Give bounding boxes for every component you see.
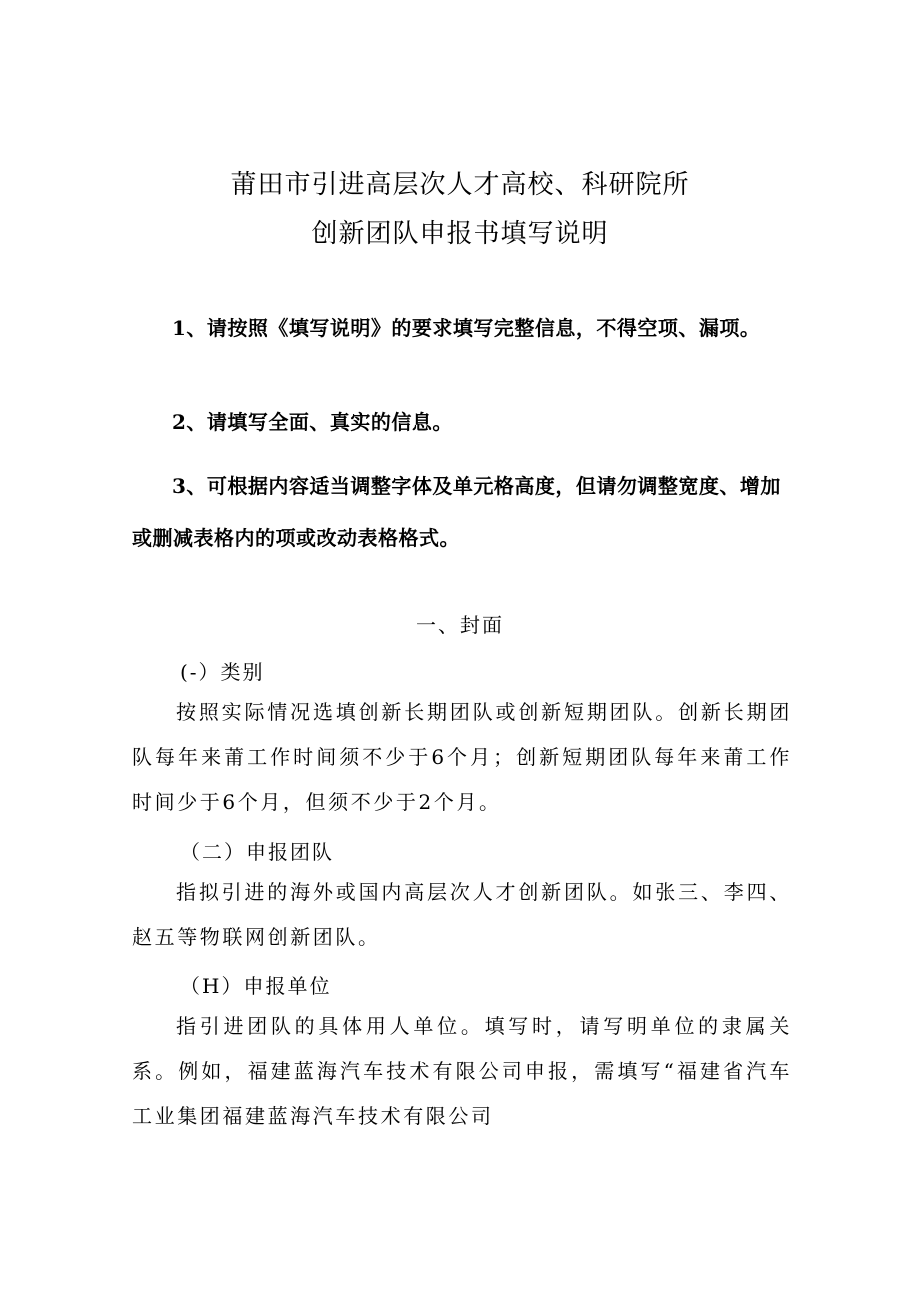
subheading-unit: （H）申报单位 bbox=[180, 974, 332, 998]
document-title-line-1: 莆田市引进高层次人才高校、科研院所 bbox=[230, 170, 690, 200]
section-heading-cover: 一、封面 bbox=[416, 613, 504, 637]
note-1: 1、请按照《填写说明》的要求填写完整信息，不得空项、漏项。 bbox=[172, 316, 761, 340]
paragraph-unit: 指引进团队的具体用人单位。填写时，请写明单位的隶属关系。例如，福建蓝海汽车技术有限公司申报，需填写“福建省汽车工业集团福建蓝海汽车技术有限公司 bbox=[132, 1014, 792, 1128]
note-3: 3、可根据内容适当调整字体及单元格高度，但请勿调整宽度、增加或删减表格内的项或改动表格格式。 bbox=[132, 474, 781, 550]
subheading-category: (-）类别 bbox=[180, 660, 265, 684]
document-title-line-2: 创新团队申报书填写说明 bbox=[311, 219, 609, 249]
note-2: 2、请填写全面、真实的信息。 bbox=[172, 410, 453, 434]
subheading-team: （二）申报团队 bbox=[180, 840, 334, 864]
paragraph-team: 指拟引进的海外或国内高层次人才创新团队。如张三、李四、赵五等物联网创新团队。 bbox=[132, 880, 792, 949]
paragraph-category: 按照实际情况选填创新长期团队或创新短期团队。创新长期团队每年来莆工作时间须不少于6个月；创新短期团队每年来莆工作时间少于6个月，但须不少于2个月。 bbox=[132, 700, 792, 814]
